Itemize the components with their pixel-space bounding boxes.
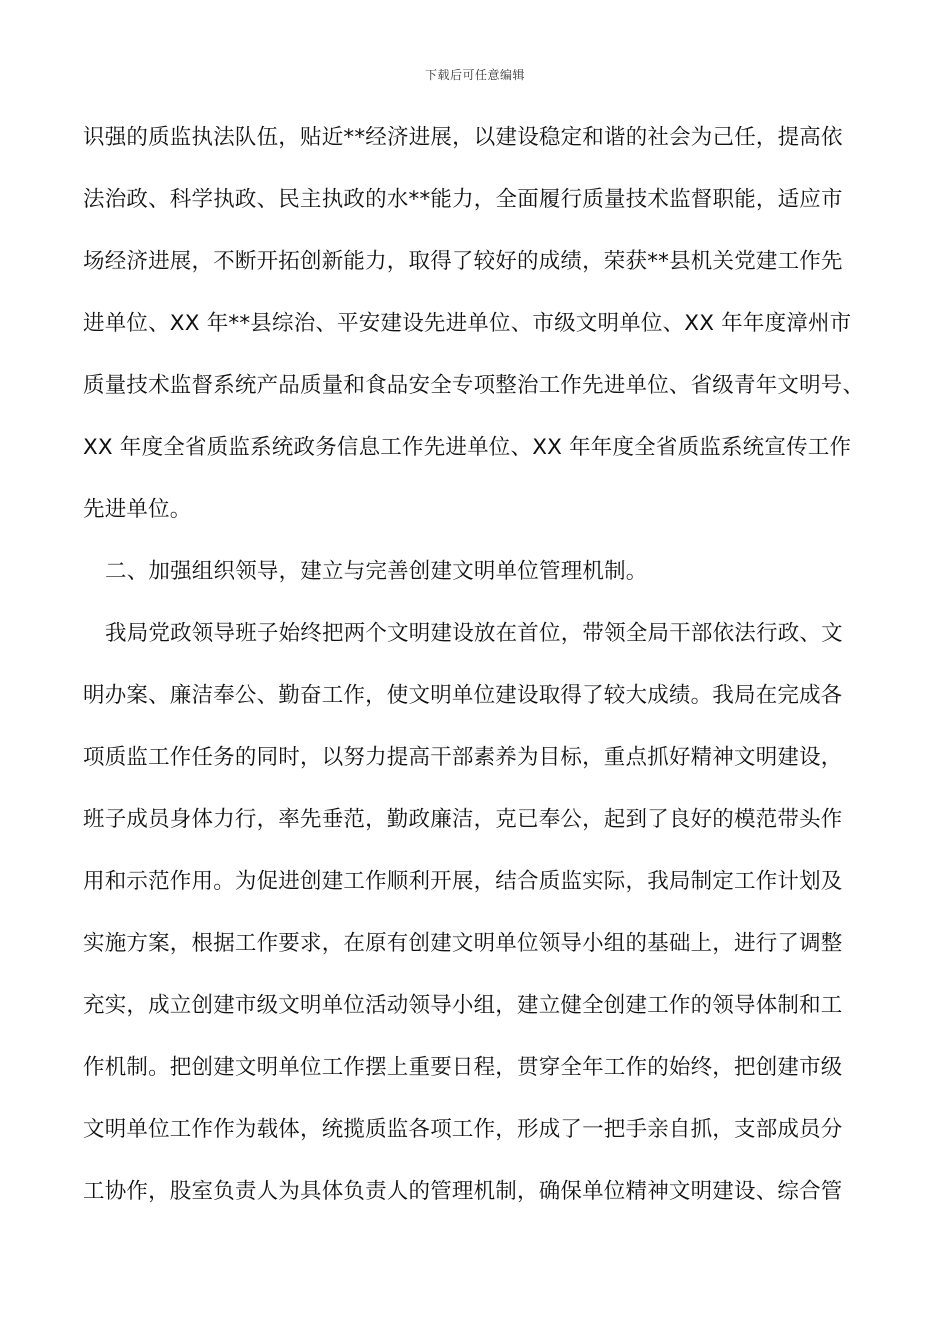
body-line: 班子成员身体力行，率先垂范，勤政廉洁，克已奉公，起到了良好的模范带头作 bbox=[83, 807, 843, 832]
body-line: 明办案、廉洁奉公、勤奋工作，使文明单位建设取得了较大成绩。我局在完成各 bbox=[83, 683, 843, 708]
body-line: 工协作，股室负责人为具体负责人的管理机制，确保单位精神文明建设、综合管 bbox=[83, 1179, 843, 1204]
body-line: 质量技术监督系统产品质量和食品安全专项整治工作先进单位、省级青年文明号、 bbox=[83, 373, 865, 398]
body-line: 作机制。把创建文明单位工作摆上重要日程，贯穿全年工作的始终，把创建市级 bbox=[83, 1055, 843, 1080]
body-line: 识强的质监执法队伍，贴近**经济进展，以建设稳定和谐的社会为己任，提高依 bbox=[83, 125, 843, 150]
body-line: XX 年度全省质监系统政务信息工作先进单位、XX 年年度全省质监系统宣传工作 bbox=[83, 435, 852, 460]
body-line: 法治政、科学执政、民主执政的水**能力，全面履行质量技术监督职能，适应市 bbox=[83, 187, 843, 212]
page-header: 下载后可任意编辑 bbox=[424, 68, 525, 82]
body-line: 充实，成立创建市级文明单位活动领导小组，建立健全创建工作的领导体制和工 bbox=[83, 993, 843, 1018]
body-line: 实施方案，根据工作要求，在原有创建文明单位领导小组的基础上，进行了调整 bbox=[83, 931, 843, 956]
section-heading: 二、加强组织领导，建立与完善创建文明单位管理机制。 bbox=[105, 559, 648, 584]
body-line: 场经济进展，不断开拓创新能力，取得了较好的成绩，荣获**县机关党建工作先 bbox=[83, 249, 843, 274]
body-line: 用和示范作用。为促进创建工作顺利开展，结合质监实际，我局制定工作计划及 bbox=[83, 869, 843, 894]
body-line: 项质监工作任务的同时，以努力提高干部素养为目标，重点抓好精神文明建设， bbox=[83, 745, 843, 770]
document-body bbox=[83, 117, 883, 1233]
body-line: 文明单位工作作为载体，统揽质监各项工作，形成了一把手亲自抓，支部成员分 bbox=[83, 1117, 843, 1142]
body-line: 先进单位。 bbox=[83, 497, 192, 522]
paragraph-first-line: 我局党政领导班子始终把两个文明建设放在首位，带领全局干部依法行政、文 bbox=[105, 621, 843, 646]
body-line: 进单位、XX 年**县综治、平安建设先进单位、市级文明单位、XX 年年度漳州市 bbox=[83, 311, 852, 336]
